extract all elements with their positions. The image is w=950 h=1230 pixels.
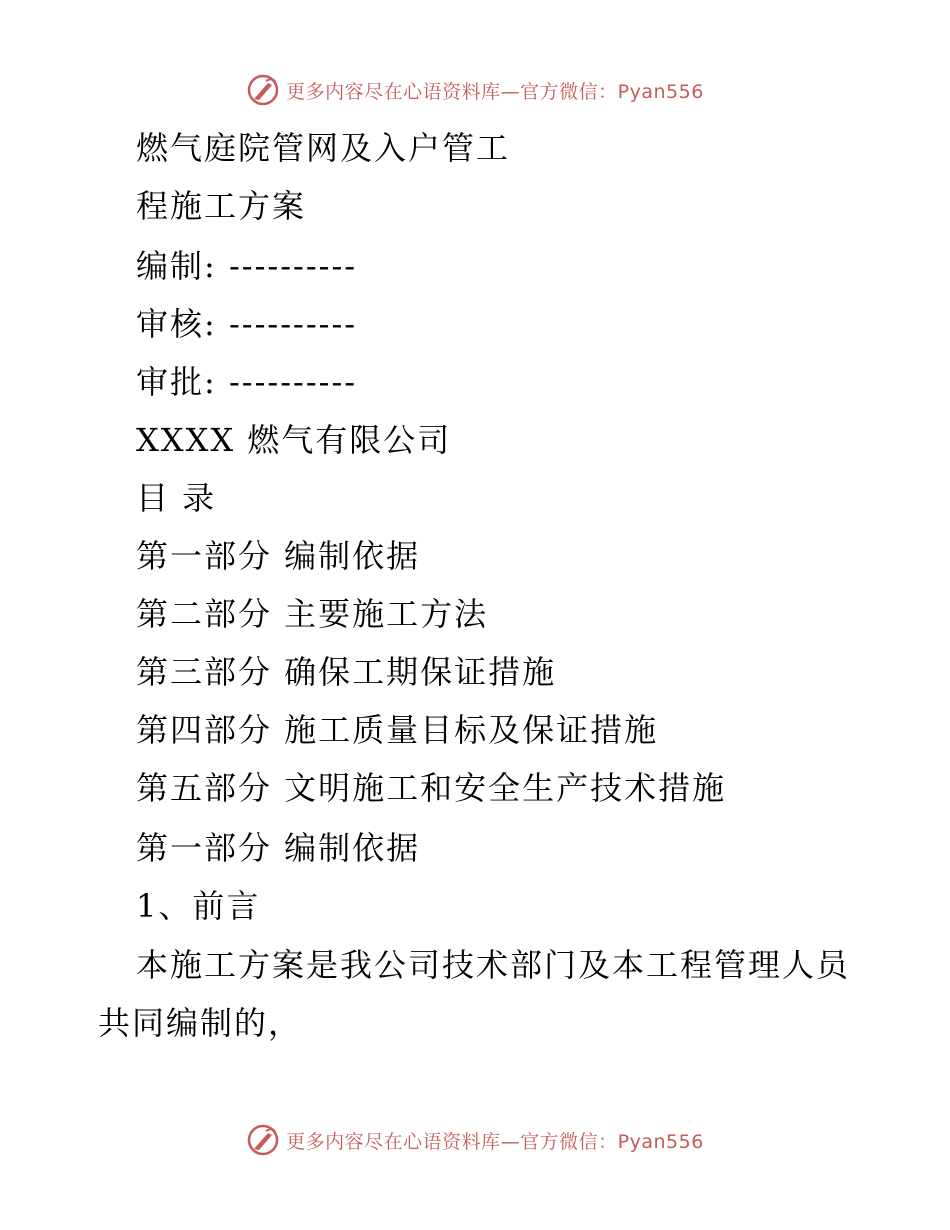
toc-item: 第五部分 文明施工和安全生产技术措施 xyxy=(136,769,727,807)
title-line-1: 燃气庭院管网及入户管工 xyxy=(136,129,511,167)
toc-item: 第三部分 确保工期保证措施 xyxy=(136,653,557,691)
watermark-footer xyxy=(0,1120,950,1160)
watermark-text: 更多内容尽在心语资料库—官方微信：Pyan556 xyxy=(286,80,704,103)
intro-paragraph: 本施工方案是我公司技术部门及本工程管理人员共同编制的， xyxy=(98,946,851,1042)
toc-heading: 目 录 xyxy=(136,479,217,517)
subsection-heading: 1、前言 xyxy=(136,887,261,925)
watermark-header xyxy=(0,70,950,110)
section-heading: 第一部分 编制依据 xyxy=(136,829,421,867)
pen-logo-icon xyxy=(246,73,280,107)
reviewed-by: 审核: ---------- xyxy=(136,305,358,343)
watermark-text: 更多内容尽在心语资料库—官方微信：Pyan556 xyxy=(286,1130,704,1153)
title-line-2: 程施工方案 xyxy=(136,187,307,225)
toc-item: 第一部分 编制依据 xyxy=(136,537,421,575)
compiled-by: 编制: ---------- xyxy=(136,247,358,285)
toc-item: 第二部分 主要施工方法 xyxy=(136,595,489,633)
company-name: XXXX 燃气有限公司 xyxy=(136,421,452,459)
pen-logo-icon xyxy=(246,1123,280,1157)
toc-item: 第四部分 施工质量目标及保证措施 xyxy=(136,711,659,749)
approved-by: 审批: ---------- xyxy=(136,363,358,401)
